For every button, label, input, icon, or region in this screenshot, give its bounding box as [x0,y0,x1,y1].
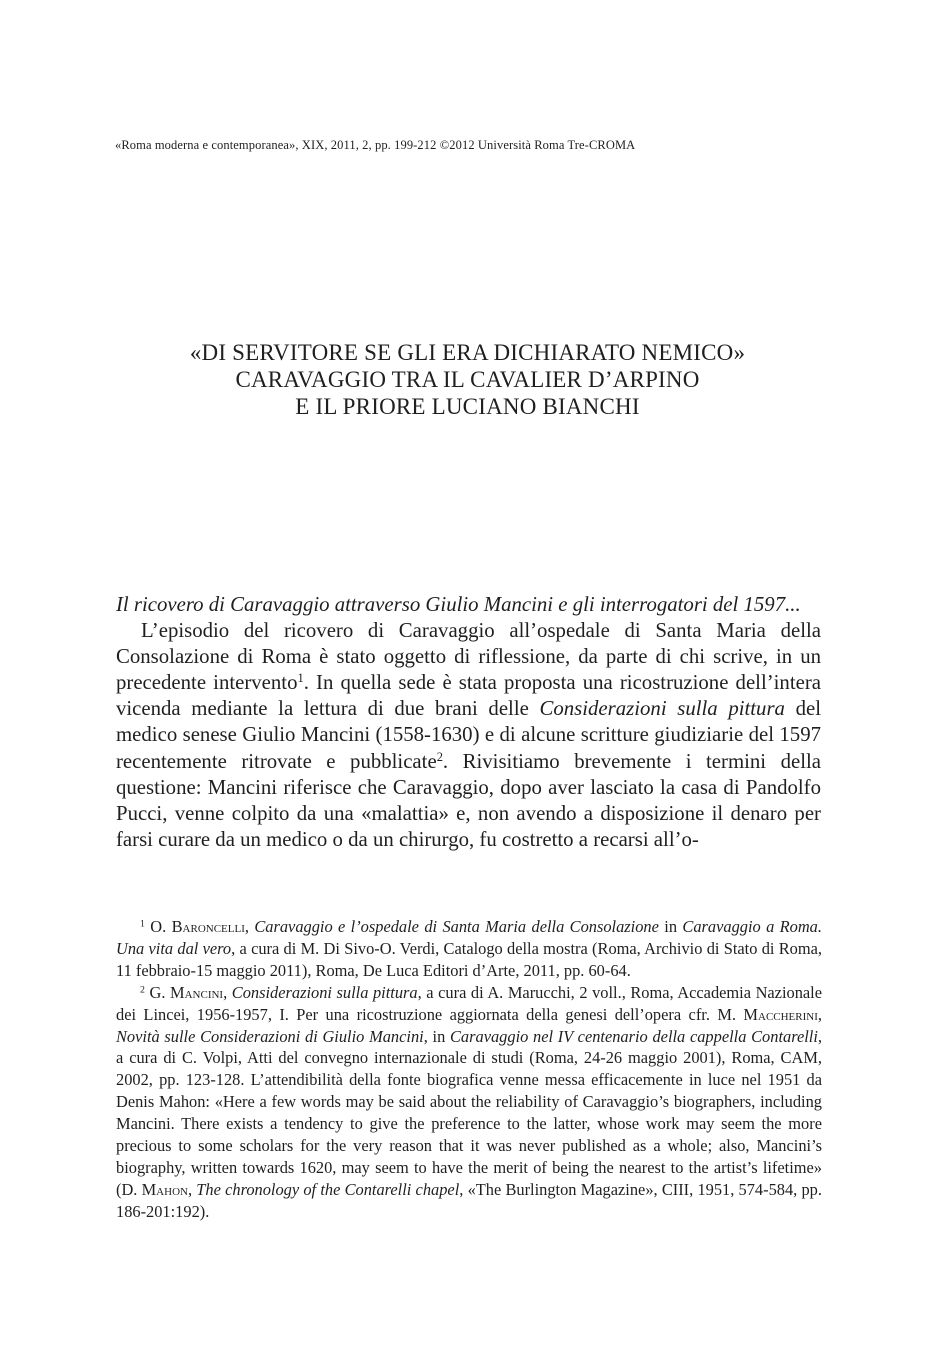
title-line-2: CARAVAGGIO TRA IL CAVALIER D’ARPINO [235,367,700,392]
citation-details: , a cura di C. Volpi, Atti del convegno internazionale di studi (Roma, 24-26 maggio 2001), Roma, CAM, 2002, pp. 123-128. L’attendibilità della fonte biografica venne messa efficacemente in luce nel 1951 da Denis Mahon: «Here a few words may be said about the reliability of Caravaggio’s biographers, including Mancini. There exists a tendency to give the preference to the latter, whose work may seem the more precious to some scholars for the very reason that it was never published as a whole; also, Mancini’s biography, written towards 1620, may seem to have the merit of being the nearest to the artist’s lifetime» (D. [116,1026,823,1199]
author-name: Mahon [141,1179,188,1199]
section-subheading: Il ricovero di Caravaggio attraverso Giulio Mancini e gli interrogatori del 1597... [116,593,801,616]
citation-details: , a cura di A. Marucchi, 2 voll., Roma, Accademia Nazionale dei Lincei, 1956-1957, I. Per una ricostruzione aggiornata della genesi dell’opera cfr. M. [116,982,823,1024]
paragraph-text: . In quella sede è stata proposta una ricostruzione dell’intera vicenda mediante la lettura di due brani delle [116,671,821,721]
running-head: «Roma moderna e contemporanea», XIX, 2011, 2, pp. 199-212 ©2012 Università Roma Tre-CROMA [115,138,636,152]
separator: , [223,982,232,1002]
citation-details: , a cura di M. Di Sivo-O. Verdi, Catalogo della mostra (Roma, Archivio di Stato di Roma, 11 febbraio-15 maggio 2011), Roma, De Luca Editori d’Arte, 2011, pp. 60-64. [116,938,822,980]
footnote-number: 1 [140,918,145,930]
separator: , [187,1179,197,1199]
cited-book: Caravaggio a Roma. Una vita dal vero [116,917,822,958]
connector: in [658,917,683,936]
cited-title: Caravaggio e l’ospedale di Santa Maria della Consolazione [254,917,659,936]
work-title: Considerazioni sulla pittura [539,697,785,721]
connector: , in [423,1026,450,1046]
title-line-1: «DI SERVITORE SE GLI ERA DICHIARATO NEMICO» [189,340,746,365]
author-name: Mancini [170,982,224,1002]
article-title [0,339,935,420]
author-name: Baroncelli [171,917,245,936]
cited-book: Caravaggio nel IV centenario della cappella Contarelli [450,1026,818,1046]
footnote-ref-1: 1 [297,671,304,686]
paragraph [116,618,821,853]
cited-title: Considerazioni sulla pittura [231,982,418,1002]
cited-title: The chronology of the Contarelli chapel [196,1179,460,1199]
author-initial: O. [150,917,172,936]
paragraph-text: del medico senese Giulio Mancini (1558-1630) e di alcune scritture giudiziarie del 1597 recentemente ritrovate e pubblicate [116,697,821,773]
footnote-1 [116,916,822,982]
author-initial: G. [149,982,171,1002]
citation-details: , «The Burlington Magazine», CIII, 1951, 574-584, pp. 186-201:192). [116,1179,822,1221]
title-line-3: E IL PRIORE LUCIANO BIANCHI [295,394,640,419]
footnotes [116,916,822,1223]
footnote-number: 2 [140,984,145,996]
paragraph-text: L’episodio del ricovero di Caravaggio all’ospedale di Santa Maria della Consolazione di Roma è stato oggetto di riflessione, da parte di chi scrive, in un precedente intervento [116,619,821,695]
separator: , [817,1004,822,1024]
separator: , [244,917,255,936]
footnote-ref-2: 2 [436,749,443,764]
author-name: Maccherini [743,1004,818,1024]
footnote-2 [116,982,822,1223]
body-text [116,592,821,853]
paragraph-text: . Rivisitiamo brevemente i termini della questione: Mancini riferisce che Caravaggio, dopo aver lasciato la casa di Pandolfo Pucci, venne colpito da una «malattia» e, non avendo a disposizione il denaro per farsi curare da un medico o da un chirurgo, fu costretto a recarsi all’o- [116,749,822,851]
cited-title: Novità sulle Considerazioni di Giulio Mancini [116,1026,424,1046]
